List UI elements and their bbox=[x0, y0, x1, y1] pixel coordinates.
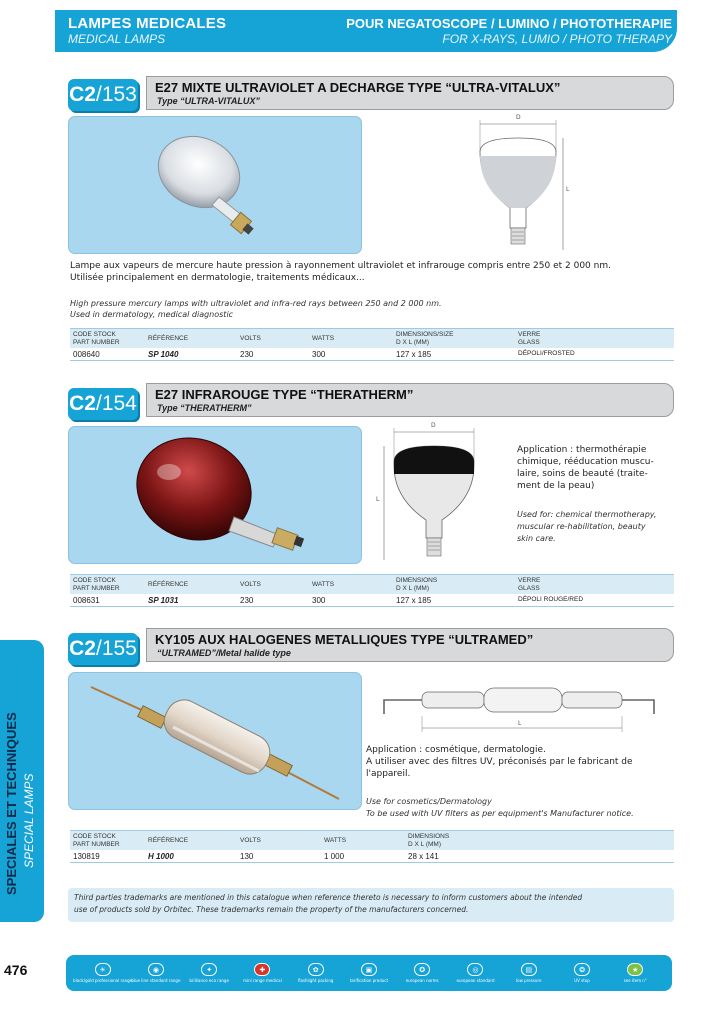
standard-icon: ◎ bbox=[467, 963, 483, 976]
flower-icon: ✿ bbox=[308, 963, 324, 976]
section-code-badge: C2 /154 bbox=[68, 388, 138, 420]
product-photo-ultra-vitalux bbox=[68, 116, 362, 254]
dimension-l-label: L bbox=[376, 496, 380, 503]
header-left-subtitle: MEDICAL LAMPS bbox=[68, 32, 166, 46]
section-subtitle: Type “THERATHERM” bbox=[157, 403, 252, 413]
spec-table-header: CODE STOCK PART NUMBER RÉFÉRENCE VOLTS WATTS DIMENSIONS D X L (MM) bbox=[70, 830, 674, 850]
dimension-drawing-ultramed bbox=[378, 676, 674, 736]
product-photo-theratherm bbox=[68, 426, 362, 564]
dimension-drawing-ultra-vitalux bbox=[468, 116, 568, 256]
section-title-bar bbox=[146, 383, 674, 417]
spec-table-header: CODE STOCK PART NUMBER RÉFÉRENCE VOLTS WATTS DIMENSIONS D X L (MM) VERRE GLASS bbox=[70, 574, 674, 594]
trademark-disclaimer: Third parties trademarks are mentioned in this catalogue when reference thereto is necessary to inform customers about the intended use of products sold by Orbitec. These trademarks remain the property of the manufacturers concerned. bbox=[68, 888, 674, 922]
table-row: 008631 SP 1031 230 300 127 x 185 DÉPOLI ROUGE/RED bbox=[70, 595, 674, 607]
footer-legend-item: ✿ flashlight packing bbox=[295, 963, 337, 983]
side-tab-subtitle: SPECIAL LAMPS bbox=[22, 773, 36, 868]
dimension-drawing-theratherm bbox=[376, 422, 486, 566]
dimension-d-label: D bbox=[516, 114, 521, 121]
dimension-d-label: D bbox=[431, 422, 436, 429]
page-number: 476 bbox=[4, 962, 28, 978]
globe-icon: ◉ bbox=[148, 963, 164, 976]
footer-legend-item: ✪ european norms bbox=[401, 963, 443, 983]
star-icon: ✦ bbox=[201, 963, 217, 976]
header-right-subtitle: FOR X-RAYS, LUMIO / PHOTO THERAPY bbox=[442, 32, 672, 46]
section-subtitle: “ULTRAMED”/Metal halide type bbox=[157, 648, 291, 658]
dimension-l-label: L bbox=[566, 186, 570, 193]
side-tab-title: SPECIALES ET TECHNIQUES bbox=[4, 712, 19, 895]
section-title: KY105 AUX HALOGENES METALLIQUES TYPE “ULTRAMED” bbox=[155, 632, 534, 647]
uv-icon: ❂ bbox=[574, 963, 590, 976]
application-en: Use for cosmetics/Dermatology To be used with UV filters as per equipment's Manufacturer notice. bbox=[366, 797, 634, 818]
description-en: High pressure mercury lamps with ultraviolet and infra-red rays between 250 and 2 000 nm. Used in dermatology, medical diagnostic bbox=[70, 299, 442, 319]
sun-icon: ☀ bbox=[95, 963, 111, 976]
application-fr: Application : thermothérapie chimique, rééducation muscu- laire, soins de beauté (traite- ment de la peau) bbox=[517, 445, 654, 491]
medical-icon: ✚ bbox=[254, 963, 270, 976]
footer-legend-item: ❂ UV stop bbox=[561, 963, 603, 983]
section-subtitle: Type “ULTRA-VITALUX” bbox=[157, 96, 260, 106]
footer-legend-item: ✚ mini range medical bbox=[241, 963, 283, 983]
description-fr: Lampe aux vapeurs de mercure haute pression à rayonnement ultraviolet et infrarouge compris entre 250 et 2 000 nm. Utilisée principalement en dermatologie, traitements médicaux... bbox=[70, 261, 611, 283]
footer-legend-item: ★ see item n° bbox=[614, 963, 656, 983]
new-icon: ★ bbox=[627, 963, 643, 976]
header-right-title: POUR NEGATOSCOPE / LUMINO / PHOTOTHERAPIE bbox=[346, 16, 672, 31]
product-photo-ultramed bbox=[68, 672, 362, 810]
footer-legend-item: ◎ european standard bbox=[454, 963, 496, 983]
section-code-badge: C2 /155 bbox=[68, 633, 138, 665]
pressure-icon: ▤ bbox=[521, 963, 537, 976]
header-left-title: LAMPES MEDICALES bbox=[68, 15, 227, 32]
footer-legend-item: ▤ low pressure bbox=[508, 963, 550, 983]
section-title: E27 INFRAROUGE TYPE “THERATHERM” bbox=[155, 387, 414, 402]
footer-legend-item: ▣ tarification product bbox=[348, 963, 390, 983]
dimension-l-label: L bbox=[518, 720, 522, 727]
section-title: E27 MIXTE ULTRAVIOLET A DECHARGE TYPE “ULTRA-VITALUX” bbox=[155, 80, 561, 95]
footer-legend-item: ✦ brilliance eco range bbox=[188, 963, 230, 983]
section-code-badge: C2 /153 bbox=[68, 79, 138, 111]
footer-legend bbox=[66, 955, 672, 991]
table-row: 008640 SP 1040 230 300 127 x 185 DÉPOLI/FROSTED bbox=[70, 349, 674, 361]
footer-legend-item: ◉ blue line standard range bbox=[135, 963, 177, 983]
section-title-bar bbox=[146, 76, 674, 110]
spec-table-header: CODE STOCK PART NUMBER RÉFÉRENCE VOLTS WATTS DIMENSIONS/SIZE D X L (MM) VERRE GLASS bbox=[70, 328, 674, 348]
application-en: Used for: chemical thermotherapy, muscular re-habilitation, beauty skin care. bbox=[517, 510, 657, 543]
footer-legend-item: ☀ black/gold professional range bbox=[82, 963, 124, 983]
box-icon: ▣ bbox=[361, 963, 377, 976]
eu-icon: ✪ bbox=[414, 963, 430, 976]
table-row: 130819 H 1000 130 1 000 28 x 141 bbox=[70, 851, 674, 863]
application-fr: Application : cosmétique, dermatologie. A utiliser avec des filtres UV, préconisés par le fabricant de l'appareil. bbox=[366, 745, 633, 779]
section-title-bar bbox=[146, 628, 674, 662]
